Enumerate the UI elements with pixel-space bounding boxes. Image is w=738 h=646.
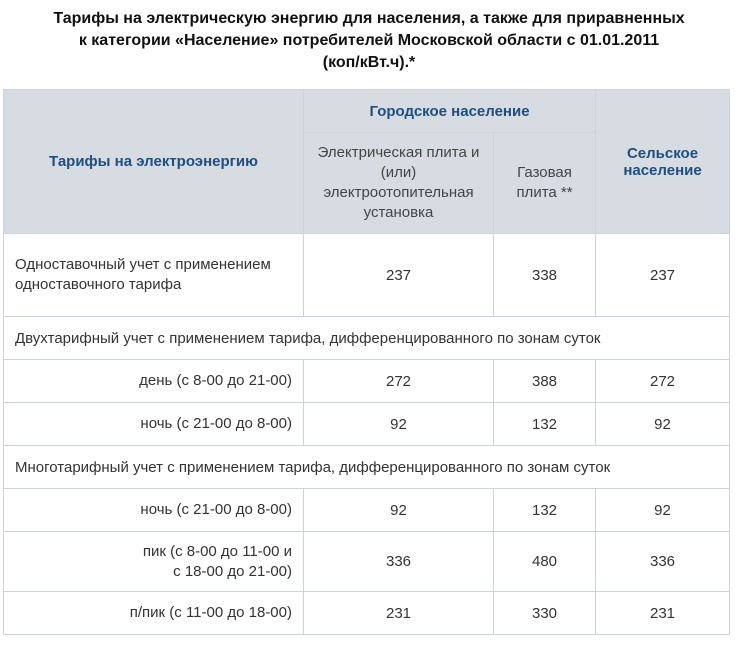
value-gas: 480 — [494, 532, 596, 592]
value-rural: 336 — [596, 532, 730, 592]
page-title — [4, 0, 734, 74]
page-title-line-1: Тарифы на электрическую энергию для населения, а также для приравненных — [53, 10, 685, 27]
value-gas: 132 — [494, 489, 596, 532]
page-title-line-3: (коп/кВт.ч).* — [322, 54, 416, 71]
table-row — [4, 592, 730, 635]
value-electric: 237 — [304, 234, 494, 317]
section-row-two-zone — [4, 317, 730, 360]
table-row — [4, 489, 730, 532]
value-rural: 92 — [596, 403, 730, 446]
value-gas: 388 — [494, 360, 596, 403]
header-row-1 — [4, 90, 730, 133]
value-gas: 338 — [494, 234, 596, 317]
table-row — [4, 532, 730, 592]
table-row — [4, 360, 730, 403]
section-row-multi-zone — [4, 446, 730, 489]
value-gas: 330 — [494, 592, 596, 635]
row-label: день (с 8-00 до 21-00) — [4, 360, 304, 403]
tariff-table — [3, 89, 730, 635]
value-rural: 92 — [596, 489, 730, 532]
row-label-line-1: пик (с 8-00 до 11-00 и — [142, 542, 292, 560]
row-label-line-2: с 18-00 до 21-00) — [173, 562, 292, 580]
value-electric: 272 — [304, 360, 494, 403]
row-label: Одноставочный учет с применением одноставочного тарифа — [4, 234, 304, 317]
value-electric: 92 — [304, 403, 494, 446]
header-tariff-column: Тарифы на электроэнергию — [4, 90, 304, 234]
row-label: п/пик (с 11-00 до 18-00) — [4, 592, 304, 635]
header-gas-stove: Газовая плита ** — [494, 133, 596, 234]
value-electric: 231 — [304, 592, 494, 635]
value-rural: 237 — [596, 234, 730, 317]
value-electric: 92 — [304, 489, 494, 532]
row-label: ночь (с 21-00 до 8-00) — [4, 489, 304, 532]
header-urban-population: Городское население — [304, 90, 596, 133]
row-label: ночь (с 21-00 до 8-00) — [4, 403, 304, 446]
page-title-line-2: к категории «Население» потребителей Московской области с 01.01.2011 — [78, 32, 660, 49]
value-rural: 231 — [596, 592, 730, 635]
header-rural-population: Сельское население — [596, 90, 730, 234]
value-electric: 336 — [304, 532, 494, 592]
section-title: Двухтарифный учет с применением тарифа, дифференцированного по зонам суток — [4, 317, 730, 360]
value-gas: 132 — [494, 403, 596, 446]
header-electric-stove: Электрическая плита и (или) электроотопительная установка — [304, 133, 494, 234]
table-row — [4, 234, 730, 317]
section-title: Многотарифный учет с применением тарифа, дифференцированного по зонам суток — [4, 446, 730, 489]
value-rural: 272 — [596, 360, 730, 403]
table-row — [4, 403, 730, 446]
row-label — [4, 532, 304, 592]
